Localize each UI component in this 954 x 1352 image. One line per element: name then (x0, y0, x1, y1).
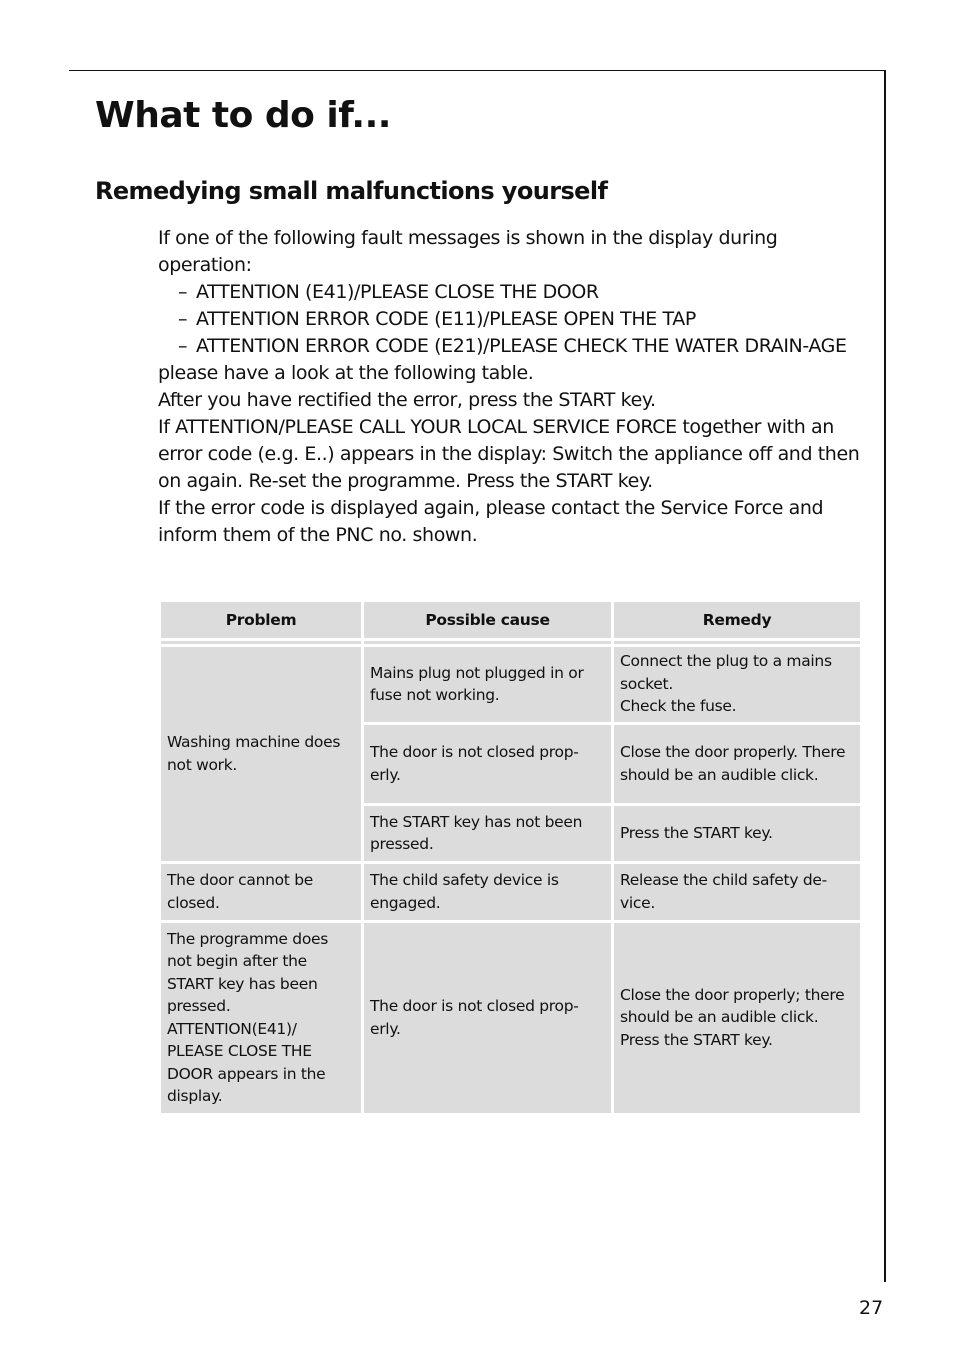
cause-cell: The door is not closed prop-erly. (363, 922, 613, 1115)
fault-message (158, 333, 863, 360)
page-number: 27 (859, 1297, 884, 1319)
intro-text (158, 225, 863, 549)
intro-paragraph: After you have rectified the error, press the START key. (158, 389, 656, 411)
problem-cell: Washing machine does not work. (160, 646, 363, 863)
table-header-row (160, 601, 862, 640)
remedy-cell: Close the door properly; there should be an audible click. Press the START key. (613, 922, 862, 1115)
remedy-cell: Press the START key. (613, 805, 862, 863)
cause-cell: The door is not closed prop-erly. (363, 724, 613, 805)
intro-paragraph: If ATTENTION/PLEASE CALL YOUR LOCAL SERVICE FORCE together with an error code (e.g. E..) appears in the display: Switch the appliance off and then on again. Re-set the programme. Press the START key. (158, 416, 860, 492)
page-title: What to do if... (95, 95, 391, 136)
header-remedy: Remedy (613, 601, 862, 640)
table-row (160, 646, 862, 724)
fault-message (158, 279, 863, 306)
troubleshooting-table (158, 599, 863, 1116)
fault-message (158, 306, 863, 333)
intro-paragraph: please have a look at the following table. (158, 362, 534, 384)
problem-cell: The door cannot be closed. (160, 863, 363, 922)
fault-message-text: ATTENTION ERROR CODE (E11)/PLEASE OPEN THE TAP (196, 308, 696, 330)
header-possible-cause: Possible cause (363, 601, 613, 640)
right-margin-rule (884, 70, 886, 1282)
fault-message-list (158, 279, 863, 360)
remedy-line: Check the fuse. (620, 697, 737, 716)
fault-message-text: ATTENTION ERROR CODE (E21)/PLEASE CHECK THE WATER DRAIN-AGE (196, 335, 847, 357)
remedy-cell (613, 646, 862, 724)
remedy-line: Connect the plug to a mains socket. (620, 652, 832, 693)
dash-bullet: – (178, 335, 188, 357)
section-title: Remedying small malfunctions yourself (95, 177, 608, 205)
remedy-cell: Close the door properly. There should be an audible click. (613, 724, 862, 805)
fault-message-text: ATTENTION (E41)/PLEASE CLOSE THE DOOR (196, 281, 599, 303)
table-row (160, 922, 862, 1115)
intro-paragraph: If the error code is displayed again, please contact the Service Force and inform them of the PNC no. shown. (158, 497, 824, 546)
remedy-cell: Release the child safety de-vice. (613, 863, 862, 922)
cause-cell: The child safety device is engaged. (363, 863, 613, 922)
dash-bullet: – (178, 281, 188, 303)
dash-bullet: – (178, 308, 188, 330)
cause-cell: Mains plug not plugged in or fuse not working. (363, 646, 613, 724)
intro-lead: If one of the following fault messages is shown in the display during operation: (158, 227, 778, 276)
problem-cell: The programme does not begin after the START key has been pressed. ATTENTION(E41)/ PLEASE CLOSE THE DOOR appears in the display. (160, 922, 363, 1115)
header-problem: Problem (160, 601, 363, 640)
table-row (160, 863, 862, 922)
top-rule (69, 70, 886, 71)
cause-cell: The START key has not been pressed. (363, 805, 613, 863)
